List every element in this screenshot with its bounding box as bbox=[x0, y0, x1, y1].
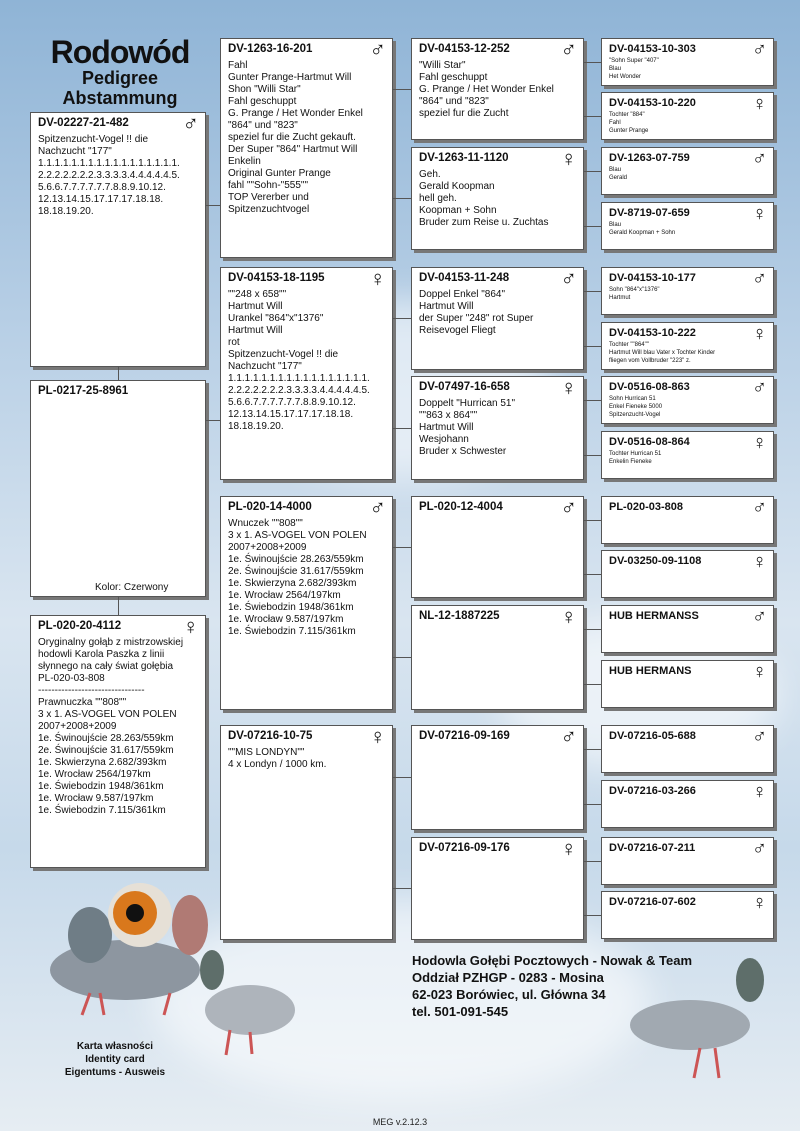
pedigree-card-gen1[interactable] bbox=[30, 112, 206, 367]
ring-number: NL-12-1887225 bbox=[419, 610, 500, 622]
pedigree-card-gen1[interactable] bbox=[30, 615, 206, 868]
connector-line bbox=[584, 226, 601, 227]
pedigree-card-gen3[interactable] bbox=[411, 605, 584, 710]
breeder-address: 62-023 Borówiec, ul. Główna 34 bbox=[412, 987, 606, 1002]
female-symbol-icon: ♀ bbox=[560, 605, 577, 629]
connector-line bbox=[584, 171, 601, 172]
connector-line bbox=[393, 657, 411, 658]
male-symbol-icon: ♂ bbox=[369, 38, 386, 62]
pedigree-card-gen2[interactable] bbox=[220, 267, 393, 480]
pigeon-photo-with-eye bbox=[30, 875, 210, 1035]
identity-card-label bbox=[20, 1040, 210, 1079]
pedigree-card-gen3[interactable] bbox=[411, 376, 584, 480]
pedigree-notes: Geh. Gerald Koopman hell geh. Koopman + Sohn Bruder zum Reise u. Zuchtas bbox=[419, 169, 549, 228]
title-abstammung: Abstammung bbox=[62, 88, 178, 108]
pedigree-card-gen3[interactable] bbox=[411, 38, 584, 140]
ring-number: DV-04153-10-177 bbox=[609, 272, 696, 284]
ring-number: DV-04153-10-222 bbox=[609, 327, 696, 339]
pedigree-notes: Tochter ""864"" Hartmut Will blau Vater x Tochter Kinder fliegen vom Vollbruder "223" z. bbox=[609, 342, 716, 364]
pedigree-card-gen3[interactable] bbox=[411, 725, 584, 830]
title-rodowod: Rodowód bbox=[50, 34, 190, 70]
ring-number: DV-07216-07-211 bbox=[609, 842, 696, 854]
female-symbol-icon: ♀ bbox=[752, 203, 767, 225]
ring-number: DV-1263-16-201 bbox=[228, 43, 313, 55]
pedigree-card-gen4[interactable] bbox=[601, 550, 774, 598]
ring-number: DV-0516-08-864 bbox=[609, 436, 690, 448]
ring-number: DV-04153-11-248 bbox=[419, 272, 510, 284]
pedigree-notes: "Sohn Super "407" Blau Het Wonder bbox=[609, 58, 659, 80]
connector-line bbox=[118, 367, 119, 380]
pedigree-card-gen4[interactable] bbox=[601, 202, 774, 250]
female-symbol-icon: ♀ bbox=[752, 432, 767, 454]
connector-line bbox=[393, 547, 411, 548]
pedigree-notes: Tochter Hurrican 51 Enkelin Fieneke bbox=[609, 451, 662, 465]
connector-line bbox=[393, 777, 411, 778]
pedigree-notes: "Willi Star" Fahl geschuppt G. Prange / Het Wonder Enkel "864" und "823" speziel fur die Zucht bbox=[419, 60, 554, 119]
pedigree-card-gen3[interactable] bbox=[411, 496, 584, 598]
pedigree-notes: ""MIS LONDYN"" 4 x Londyn / 1000 km. bbox=[228, 747, 327, 770]
connector-line bbox=[393, 888, 411, 889]
male-symbol-icon: ♂ bbox=[182, 112, 199, 136]
female-symbol-icon: ♀ bbox=[752, 781, 767, 803]
pedigree-card-gen1[interactable] bbox=[30, 380, 206, 597]
pedigree-notes: Sohn "864"x"1376" Hartmut bbox=[609, 287, 660, 301]
pedigree-notes: Blau Gerald Koopman + Sohn bbox=[609, 222, 676, 236]
version-label: MEG v.2.12.3 bbox=[372, 1117, 428, 1127]
male-symbol-icon: ♂ bbox=[752, 377, 767, 399]
ring-number: DV-04153-10-220 bbox=[609, 97, 696, 109]
connector-line bbox=[584, 574, 601, 575]
pedigree-notes: ""248 x 658"" Hartmut Will Urankel "864"x"1376" Hartmut Will rot Spitzenzucht-Vogel !! die Nachzucht "177" 1.1.1.1.1.1.1.1.1.1.1.1.1.1.1.1.1. 2.2.2.2.2.2.2.3.3.3.3.4.4.4.4.4.5. 5.6.6.7.7.7.7.7.7.8.8.9.10.12. 12.13.14.15.17.17.17.18.18. 18.18.19.20. bbox=[228, 289, 370, 432]
male-symbol-icon: ♂ bbox=[752, 606, 767, 628]
pedigree-card-gen3[interactable] bbox=[411, 147, 584, 250]
pedigree-card-gen4[interactable] bbox=[601, 605, 774, 653]
pedigree-card-gen4[interactable] bbox=[601, 92, 774, 140]
connector-line bbox=[584, 455, 601, 456]
connector-line bbox=[118, 597, 119, 615]
pedigree-card-gen4[interactable] bbox=[601, 267, 774, 315]
male-symbol-icon: ♂ bbox=[752, 148, 767, 170]
pedigree-notes: Sohn Hurrican 51 Enkel Fieneke 5000 Spitzenzucht-Vogel bbox=[609, 396, 663, 418]
pedigree-card-gen2[interactable] bbox=[220, 496, 393, 710]
breeder-phone: tel. 501-091-545 bbox=[412, 1004, 509, 1019]
connector-line bbox=[584, 520, 601, 521]
female-symbol-icon: ♀ bbox=[369, 725, 386, 749]
female-symbol-icon: ♀ bbox=[182, 615, 199, 639]
ring-number: DV-02227-21-482 bbox=[38, 117, 129, 129]
page-title bbox=[30, 36, 210, 108]
connector-line bbox=[584, 804, 601, 805]
male-symbol-icon: ♂ bbox=[560, 725, 577, 749]
ring-number: PL-0217-25-8961 bbox=[38, 385, 129, 397]
female-symbol-icon: ♀ bbox=[752, 323, 767, 345]
female-symbol-icon: ♀ bbox=[752, 551, 767, 573]
connector-line bbox=[584, 116, 601, 117]
pedigree-notes: Oryginalny gołąb z mistrzowskiej hodowli Karola Paszka z linii słynnego na cały świat gołębia PL-020-03-808 -------------------------------- Prawnuczka ""808"" 3 x 1. AS-VOGEL VON POLEN 2007+2008+2009 1e. Świnoujście 28.263/559km 2e. Świnoujście 31.617/559km 1e. Skwierzyna 2.682/393km 1e. Wrocław 2564/197km 1e. Świebodzin 1948/361km 1e. Wrocław 9.587/197km 1e. Świebodzin 7.115/361km bbox=[38, 637, 184, 816]
pedigree-notes: Doppel Enkel "864" Hartmut Will der Super "248" rot Super Reisevogel Fliegt bbox=[419, 289, 534, 336]
female-symbol-icon: ♀ bbox=[369, 267, 386, 291]
pedigree-card-gen4[interactable] bbox=[601, 660, 774, 708]
pedigree-card-gen4[interactable] bbox=[601, 891, 774, 939]
male-symbol-icon: ♂ bbox=[560, 496, 577, 520]
connector-line bbox=[584, 684, 601, 685]
pedigree-notes: Spitzenzucht-Vogel !! die Nachzucht "177" 1.1.1.1.1.1.1.1.1.1.1.1.1.1.1.1.1. 2.2.2.2.2.2.2.3.3.3.3.4.4.4.4.4.5. 5.6.6.7.7.7.7.7.7.8.8.9.10.12. 12.13.14.15.17.17.17.18.18. 18.18.19.20. bbox=[38, 134, 180, 217]
male-symbol-icon: ♂ bbox=[752, 838, 767, 860]
ring-number: DV-04153-10-303 bbox=[609, 43, 696, 55]
pedigree-card-gen4[interactable] bbox=[601, 431, 774, 479]
pedigree-card-gen2[interactable] bbox=[220, 38, 393, 258]
ring-number: PL-020-12-4004 bbox=[419, 501, 503, 513]
connector-line bbox=[206, 205, 220, 206]
pedigree-notes: Wnuczek ""808"" 3 x 1. AS-VOGEL VON POLEN 2007+2008+2009 1e. Świnoujście 28.263/559km 2e. Świnoujście 31.617/559km 1e. Skwierzyna 2.682/393km 1e. Wrocław 2564/197km 1e. Świebodzin 1948/361km 1e. Wrocław 9.587/197km 1e. Świebodzin 7.115/361km bbox=[228, 518, 367, 637]
breeder-branch: Oddział PZHGP - 0283 - Mosina bbox=[412, 970, 604, 985]
breeder-name: Hodowla Gołębi Pocztowych - Nowak & Team bbox=[412, 953, 693, 968]
female-symbol-icon: ♀ bbox=[560, 376, 577, 400]
connector-line bbox=[584, 861, 601, 862]
pedigree-card-gen4[interactable] bbox=[601, 38, 774, 86]
ring-number: PL-020-14-4000 bbox=[228, 501, 312, 513]
pedigree-notes: Tochter "884" Fahl Gunter Prange bbox=[609, 112, 649, 134]
ring-number: HUB HERMANS bbox=[609, 665, 692, 677]
connector-line bbox=[584, 62, 601, 63]
color-label: Kolor: Czerwony bbox=[95, 582, 169, 593]
ring-number: DV-1263-11-1120 bbox=[419, 152, 509, 164]
card-line-de: Eigentums - Ausweis bbox=[64, 1067, 166, 1078]
connector-line bbox=[584, 346, 601, 347]
ring-number: DV-07216-09-169 bbox=[419, 730, 510, 742]
connector-line bbox=[584, 915, 601, 916]
male-symbol-icon: ♂ bbox=[752, 268, 767, 290]
ring-number: PL-020-03-808 bbox=[609, 501, 683, 513]
pedigree-card-gen4[interactable] bbox=[601, 496, 774, 544]
ring-number: DV-07216-03-266 bbox=[609, 785, 696, 797]
male-symbol-icon: ♂ bbox=[560, 38, 577, 62]
female-symbol-icon: ♀ bbox=[560, 837, 577, 861]
pedigree-card-gen2[interactable] bbox=[220, 725, 393, 940]
card-line-en: Identity card bbox=[85, 1054, 145, 1065]
female-symbol-icon: ♀ bbox=[752, 892, 767, 914]
connector-line bbox=[393, 198, 411, 199]
connector-line bbox=[584, 400, 601, 401]
ring-number: DV-07216-09-176 bbox=[419, 842, 510, 854]
connector-line bbox=[584, 291, 601, 292]
connector-line bbox=[393, 428, 411, 429]
ring-number: DV-07497-16-658 bbox=[419, 381, 510, 393]
ring-number: DV-07216-05-688 bbox=[609, 730, 696, 742]
pedigree-card-gen3[interactable] bbox=[411, 837, 584, 940]
male-symbol-icon: ♂ bbox=[560, 267, 577, 291]
ring-number: HUB HERMANSS bbox=[609, 610, 699, 622]
pedigree-notes: Fahl Gunter Prange-Hartmut Will Shon "Willi Star" Fahl geschuppt G. Prange / Het Wonder Enkel "864" und "823" speziel fur die Zucht gekauft. Der Super "864" Hartmut Will Enkelin Original Gunter Prange fahl ""Sohn-"555"" TOP Vererber und Spitzenzuchtvogel bbox=[228, 60, 363, 215]
male-symbol-icon: ♂ bbox=[752, 726, 767, 748]
pedigree-card-gen4[interactable] bbox=[601, 725, 774, 773]
pedigree-card-gen4[interactable] bbox=[601, 780, 774, 828]
pedigree-card-gen4[interactable] bbox=[601, 376, 774, 424]
card-line-pl: Karta własności bbox=[76, 1041, 154, 1052]
connector-line bbox=[393, 318, 411, 319]
ring-number: DV-04153-12-252 bbox=[419, 43, 510, 55]
male-symbol-icon: ♂ bbox=[752, 497, 767, 519]
female-symbol-icon: ♀ bbox=[560, 147, 577, 171]
title-pedigree: Pedigree bbox=[81, 68, 159, 88]
ring-number: PL-020-20-4112 bbox=[38, 620, 122, 632]
ring-number: DV-8719-07-659 bbox=[609, 207, 690, 219]
ring-number: DV-07216-07-602 bbox=[609, 896, 696, 908]
pedigree-notes: Doppelt "Hurrican 51" ""863 x 864"" Hartmut Will Wesjohann Bruder x Schwester bbox=[419, 398, 516, 457]
pedigree-card-gen4[interactable] bbox=[601, 837, 774, 885]
male-symbol-icon: ♂ bbox=[369, 496, 386, 520]
ring-number: DV-1263-07-759 bbox=[609, 152, 690, 164]
pedigree-card-gen4[interactable] bbox=[601, 322, 774, 370]
connector-line bbox=[206, 420, 220, 421]
connector-line bbox=[584, 749, 601, 750]
pedigree-notes: Blau Gerald bbox=[609, 167, 628, 181]
female-symbol-icon: ♀ bbox=[752, 661, 767, 683]
ring-number: DV-07216-10-75 bbox=[228, 730, 313, 742]
ring-number: DV-04153-18-1195 bbox=[228, 272, 325, 284]
ring-number: DV-0516-08-863 bbox=[609, 381, 690, 393]
pigeon-photo bbox=[620, 950, 780, 1090]
pedigree-card-gen3[interactable] bbox=[411, 267, 584, 370]
pedigree-card-gen4[interactable] bbox=[601, 147, 774, 195]
male-symbol-icon: ♂ bbox=[752, 39, 767, 61]
female-symbol-icon: ♀ bbox=[752, 93, 767, 115]
ring-number: DV-03250-09-1108 bbox=[609, 555, 702, 567]
connector-line bbox=[584, 629, 601, 630]
connector-line bbox=[393, 89, 411, 90]
